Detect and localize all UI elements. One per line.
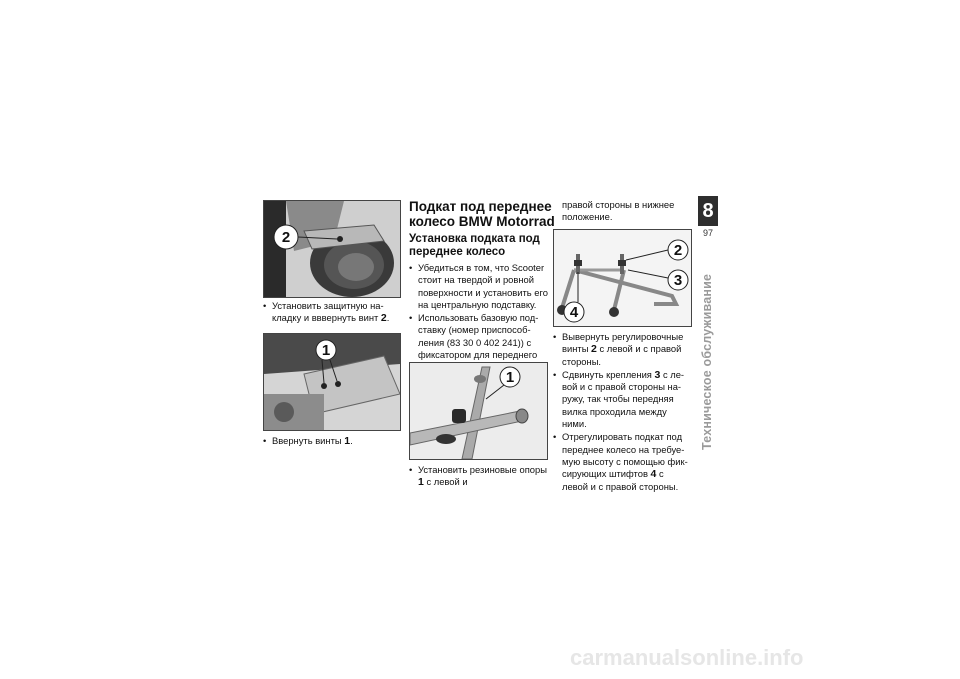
page-number: 97 <box>702 228 713 238</box>
figure-callout-3: 3 <box>673 272 683 289</box>
figure-protective-cover-drawing <box>264 201 400 297</box>
figure-callout-4: 4 <box>569 304 579 321</box>
step-adjust-height: • Отрегулировать подкат под переднее колесо на требуе-мую высоту с помощью фик-сирующих штифтов 4 с левой и с правой стороны. <box>553 431 691 492</box>
figure-callout-2b: 2 <box>673 242 683 259</box>
figure-front-wheel-stand <box>553 229 692 327</box>
step-slide-mounts: • Сдвинуть крепления 3 с ле-вой и с правой стороны на-ружу, так чтобы передняя вилка проходила между ними. <box>553 369 691 430</box>
step-screw-in <box>263 435 403 448</box>
figure-callout-1: 1 <box>321 342 331 359</box>
step-install-cover <box>263 300 403 326</box>
step-use-base-stand: • Использовать базовую под-ставку (номер приспособ-ления (83 30 0 402 241)) с фиксатором для переднего <box>409 312 549 373</box>
chapter-number: 8 <box>698 196 718 226</box>
figure-callout-2: 2 <box>281 229 291 246</box>
figure-screws <box>263 333 401 431</box>
step-screw-in-item: • Ввернуть винты 1. <box>263 435 403 447</box>
chapter-side-title: Техническое обслуживание <box>700 273 714 450</box>
step-check-surface: • Убедиться в том, что Scooter стоит на твердой и ровной поверхности и установить его на центральную подставку. <box>409 262 549 311</box>
figure-rubber-supports-drawing <box>410 363 547 459</box>
section-subtitle: Установка подката под переднее колесо <box>409 233 540 258</box>
step-rubber-supports <box>409 464 549 490</box>
continued-text: правой стороны в нижнее положение. <box>562 199 675 223</box>
figure-front-wheel-stand-drawing <box>554 230 691 326</box>
step-list-col2 <box>409 262 549 375</box>
figure-callout-1b: 1 <box>505 369 515 386</box>
step-rubber-supports-item: • Установить резиновые опоры 1 с левой и <box>409 464 549 489</box>
step-install-cover-item: • Установить защитную на-кладку и вввернуть винт 2. <box>263 300 403 325</box>
watermark: carmanualsonline.info <box>570 645 804 670</box>
figure-protective-cover <box>263 200 401 298</box>
figure-screws-drawing <box>264 334 400 430</box>
step-unscrew-adjust: • Вывернуть регулировочные винты 2 с левой и с правой стороны. <box>553 331 691 368</box>
section-title: Подкат под переднее колесо BMW Motorrad <box>409 199 555 229</box>
step-list-col3 <box>553 331 691 494</box>
figure-rubber-supports <box>409 362 548 460</box>
